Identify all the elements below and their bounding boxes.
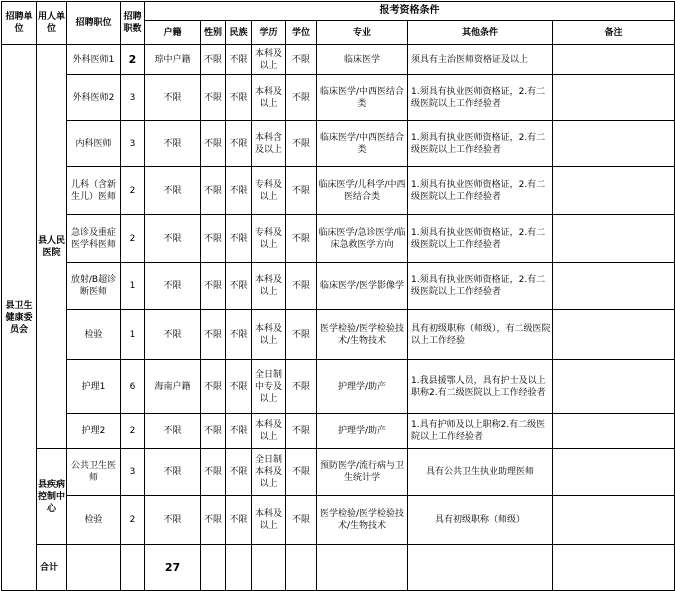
header-gender: 性别 [201, 21, 226, 45]
cell-position: 护理1 [67, 360, 121, 414]
table-row [2, 45, 675, 75]
header-remarks: 备注 [553, 21, 675, 45]
cell-major: 护理学/助产 [317, 414, 408, 449]
cell-ethnicity: 不限 [226, 263, 252, 310]
table-row [2, 75, 675, 121]
cell-major: 临床医学/中西医结合类 [317, 121, 408, 167]
header-degree: 学位 [286, 21, 317, 45]
cell-gender: 不限 [201, 496, 226, 545]
cell-major: 医学检验/医学检验技术/生物技术 [317, 310, 408, 360]
cell-major: 临床医学 [317, 45, 408, 75]
cell-education: 本科及以上 [252, 496, 286, 545]
cell-count: 2 [121, 414, 145, 449]
recruitment-table [1, 1, 675, 591]
table-row [2, 215, 675, 263]
total-empty [286, 545, 317, 591]
total-count: 27 [145, 545, 201, 591]
cell-other: 须具有主治医师资格证及以上 [408, 45, 553, 75]
cell-other: 具有初级职称（师级） [408, 496, 553, 545]
total-empty [226, 545, 252, 591]
total-empty [252, 545, 286, 591]
cell-major: 医学检验/医学检验技术/生物技术 [317, 496, 408, 545]
cell-education: 本科及以上 [252, 45, 286, 75]
cell-education: 全日制中专及以上 [252, 360, 286, 414]
cell-degree: 不限 [286, 215, 317, 263]
total-empty-employer [67, 545, 121, 591]
table-row [2, 167, 675, 215]
employer-cdc: 县疾病控制中心 [37, 449, 67, 545]
total-empty-position [121, 545, 145, 591]
cell-remarks [553, 449, 675, 496]
cell-hukou: 海南户籍 [145, 360, 201, 414]
cell-degree: 不限 [286, 75, 317, 121]
cell-major: 临床医学/急诊医学/临床急救医学方向 [317, 215, 408, 263]
cell-remarks [553, 496, 675, 545]
cell-gender: 不限 [201, 310, 226, 360]
cell-degree: 不限 [286, 414, 317, 449]
cell-degree: 不限 [286, 263, 317, 310]
cell-position: 儿科（含新生儿）医师 [67, 167, 121, 215]
header-position: 招聘职位 [67, 2, 121, 45]
cell-major: 护理学/助产 [317, 360, 408, 414]
total-empty [317, 545, 408, 591]
cell-education: 全日制本科及以上 [252, 449, 286, 496]
cell-count: 3 [121, 449, 145, 496]
cell-major: 预防医学/流行病与卫生统计学 [317, 449, 408, 496]
cell-count: 2 [121, 45, 145, 75]
cell-ethnicity: 不限 [226, 75, 252, 121]
cell-count: 2 [121, 167, 145, 215]
cell-position: 放射/B超诊断医师 [67, 263, 121, 310]
cell-hukou: 不限 [145, 167, 201, 215]
table-row [2, 360, 675, 414]
cell-education: 专科及以上 [252, 167, 286, 215]
table-row [2, 414, 675, 449]
cell-degree: 不限 [286, 121, 317, 167]
cell-hukou: 不限 [145, 449, 201, 496]
table-row [2, 496, 675, 545]
cell-hukou: 不限 [145, 215, 201, 263]
total-row [2, 545, 675, 591]
cell-count: 1 [121, 310, 145, 360]
cell-ethnicity: 不限 [226, 449, 252, 496]
cell-position: 内科医师 [67, 121, 121, 167]
cell-education: 本科及以上 [252, 414, 286, 449]
cell-ethnicity: 不限 [226, 45, 252, 75]
cell-gender: 不限 [201, 75, 226, 121]
cell-ethnicity: 不限 [226, 414, 252, 449]
header-count: 招聘职数 [121, 2, 145, 45]
cell-position: 外科医师2 [67, 75, 121, 121]
cell-count: 3 [121, 121, 145, 167]
cell-other: 1.须具有执业医师资格证，2.有二级医院以上工作经验者 [408, 215, 553, 263]
cell-other: 1.须具有执业医师资格证，2.有二级医院以上工作经验者 [408, 263, 553, 310]
cell-ethnicity: 不限 [226, 167, 252, 215]
cell-other: 1.我县援鄂人员，具有护士及以上职称2.有二级医院以上工作经验者 [408, 360, 553, 414]
cell-other: 1.须具有执业医师资格证，2.有二级医院以上工作经验者 [408, 121, 553, 167]
cell-gender: 不限 [201, 45, 226, 75]
cell-count: 6 [121, 360, 145, 414]
cell-ethnicity: 不限 [226, 121, 252, 167]
total-empty [201, 545, 226, 591]
cell-position: 外科医师1 [67, 45, 121, 75]
cell-hukou: 不限 [145, 121, 201, 167]
cell-gender: 不限 [201, 215, 226, 263]
cell-gender: 不限 [201, 414, 226, 449]
cell-hukou: 不限 [145, 75, 201, 121]
header-education: 学历 [252, 21, 286, 45]
cell-hukou: 不限 [145, 496, 201, 545]
header-employer: 用人单位 [37, 2, 67, 45]
cell-degree: 不限 [286, 449, 317, 496]
header-requirements-title: 报考资格条件 [145, 2, 675, 21]
cell-major: 临床医学/儿科学/中西医结合类 [317, 167, 408, 215]
unit-name: 县卫生健康委员会 [2, 45, 37, 591]
total-label: 合计 [37, 545, 67, 591]
cell-count: 1 [121, 263, 145, 310]
cell-gender: 不限 [201, 167, 226, 215]
cell-remarks [553, 310, 675, 360]
cell-count: 2 [121, 496, 145, 545]
total-empty [408, 545, 553, 591]
cell-count: 2 [121, 215, 145, 263]
cell-other: 具有初级职称（师级），有二级医院以上工作经验 [408, 310, 553, 360]
cell-degree: 不限 [286, 45, 317, 75]
cell-hukou: 不限 [145, 414, 201, 449]
header-unit: 招聘单位 [2, 2, 37, 45]
cell-degree: 不限 [286, 360, 317, 414]
cell-position: 急诊及重症医学科医师 [67, 215, 121, 263]
cell-ethnicity: 不限 [226, 310, 252, 360]
cell-degree: 不限 [286, 167, 317, 215]
cell-other: 1.须具有执业医师资格证，2.有二级医院以上工作经验者 [408, 75, 553, 121]
cell-remarks [553, 167, 675, 215]
cell-ethnicity: 不限 [226, 496, 252, 545]
cell-gender: 不限 [201, 263, 226, 310]
cell-remarks [553, 215, 675, 263]
total-empty [553, 545, 675, 591]
cell-position: 检验 [67, 310, 121, 360]
cell-major: 临床医学/医学影像学 [317, 263, 408, 310]
cell-position: 护理2 [67, 414, 121, 449]
cell-position: 检验 [67, 496, 121, 545]
cell-education: 本科及以上 [252, 310, 286, 360]
cell-major: 临床医学/中西医结合类 [317, 75, 408, 121]
cell-education: 本科含及以上 [252, 121, 286, 167]
table-row [2, 449, 675, 496]
cell-other: 1.具有护师及以上职称2.有二级医院以上工作经验者 [408, 414, 553, 449]
cell-education: 本科及以上 [252, 263, 286, 310]
cell-gender: 不限 [201, 360, 226, 414]
header-major: 专业 [317, 21, 408, 45]
cell-remarks [553, 75, 675, 121]
cell-other: 具有公共卫生执业助理医师 [408, 449, 553, 496]
cell-gender: 不限 [201, 121, 226, 167]
cell-position: 公共卫生医师 [67, 449, 121, 496]
cell-hukou: 不限 [145, 263, 201, 310]
cell-count: 3 [121, 75, 145, 121]
cell-hukou: 不限 [145, 310, 201, 360]
cell-ethnicity: 不限 [226, 215, 252, 263]
cell-remarks [553, 360, 675, 414]
cell-education: 专科及以上 [252, 215, 286, 263]
cell-hukou: 琼中户籍 [145, 45, 201, 75]
header-hukou: 户籍 [145, 21, 201, 45]
header-other: 其他条件 [408, 21, 553, 45]
table-row [2, 310, 675, 360]
cell-degree: 不限 [286, 310, 317, 360]
cell-remarks [553, 45, 675, 75]
cell-remarks [553, 414, 675, 449]
table-row [2, 263, 675, 310]
employer-hospital: 县人民医院 [37, 45, 67, 449]
header-ethnicity: 民族 [226, 21, 252, 45]
cell-degree: 不限 [286, 496, 317, 545]
cell-remarks [553, 263, 675, 310]
cell-other: 1.须具有执业医师资格证，2.有二级医院以上工作经验者 [408, 167, 553, 215]
cell-remarks [553, 121, 675, 167]
table-row [2, 121, 675, 167]
cell-education: 本科及以上 [252, 75, 286, 121]
cell-gender: 不限 [201, 449, 226, 496]
cell-ethnicity: 不限 [226, 360, 252, 414]
